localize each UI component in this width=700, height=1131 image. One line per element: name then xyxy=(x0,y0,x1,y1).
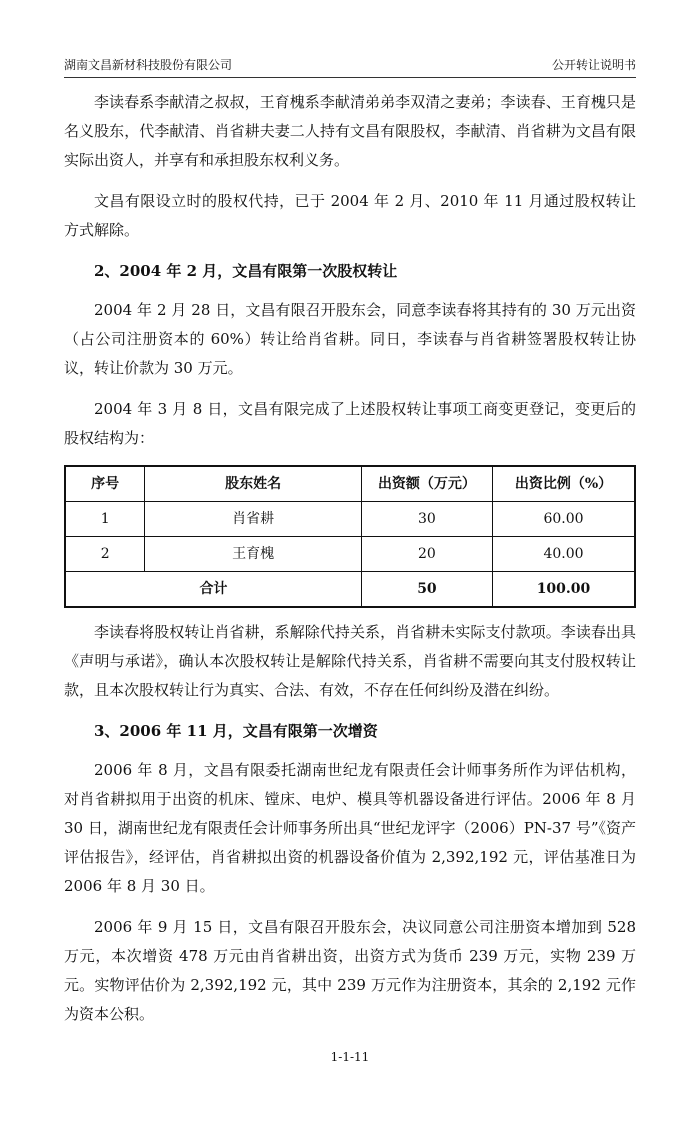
page-header xyxy=(64,56,636,78)
cell-shareholder: 王育槐 xyxy=(145,537,362,572)
table-total-row xyxy=(65,572,635,608)
th-shareholder: 股东姓名 xyxy=(145,466,362,502)
cell-ratio: 40.00 xyxy=(492,537,635,572)
header-doc-title: 公开转让说明书 xyxy=(551,58,636,72)
header-company: 湖南文昌新材科技股份有限公司 xyxy=(64,58,233,72)
paragraph-nominee-release-detail: 李读春将股权转让肖省耕，系解除代持关系，肖省耕未实际支付款项。李读春出具《声明与承诺》，确认本次股权转让是解除代持关系，肖省耕不需要向其支付股权转让款，且本次股权转让行为真实、合法、有效，不存在任何纠纷及潜在纠纷。 xyxy=(64,623,636,699)
paragraph-nominee-relationship: 李读春系李献清之叔叔，王育槐系李献清弟弟李双清之妻弟；李读春、王育槐只是名义股东，代李献清、肖省耕夫妻二人持有文昌有限股权，李献清、肖省耕为文昌有限实际出资人，并享有和承担股东权利义务。 xyxy=(64,93,636,169)
cell-amount: 30 xyxy=(361,502,492,537)
section-heading-2006-capital-increase: 3、2006 年 11 月，文昌有限第一次增资 xyxy=(94,722,378,740)
paragraph-nominee-release: 文昌有限设立时的股权代持，已于 2004 年 2 月、2010 年 11 月通过股权转让方式解除。 xyxy=(64,192,636,239)
section-heading-2004-transfer: 2、2004 年 2 月，文昌有限第一次股权转让 xyxy=(94,262,398,280)
equity-structure-table xyxy=(64,465,636,608)
table-header-row xyxy=(65,466,635,502)
paragraph-asset-appraisal: 2006 年 8 月，文昌有限委托湖南世纪龙有限责任会计师事务所作为评估机构，对肖省耕拟用于出资的机床、镗床、电炉、模具等机器设备进行评估。2006 年 8 月 30 日，湖南世纪龙有限责任会计师事务所出具“世纪龙评字（2006）PN-37 号”《资产评估报告》，经评估，肖省耕拟出资的机器设备价值为 2,392,192 元，评估基准日为 2006 年 8 月 30 日。 xyxy=(64,761,637,895)
cell-total-label: 合计 xyxy=(65,572,361,608)
page-content xyxy=(64,88,636,1041)
paragraph-capital-increase: 2006 年 9 月 15 日，文昌有限召开股东会，决议同意公司注册资本增加到 528 万元，本次增资 478 万元由肖省耕出资，出资方式为货币 239 万元，实物 239 万元。实物评估价为 2,392,192 元，其中 239 万元作为注册资本，其余的 2,192 元作为资本公积。 xyxy=(64,918,636,1023)
page-number: 1-1-11 xyxy=(330,1050,370,1064)
cell-total-amount: 50 xyxy=(361,572,492,608)
cell-serial: 1 xyxy=(65,502,145,537)
cell-shareholder: 肖省耕 xyxy=(145,502,362,537)
cell-serial: 2 xyxy=(65,537,145,572)
table-row xyxy=(65,502,635,537)
th-amount: 出资额（万元） xyxy=(361,466,492,502)
cell-amount: 20 xyxy=(361,537,492,572)
paragraph-transfer-meeting: 2004 年 2 月 28 日，文昌有限召开股东会，同意李读春将其持有的 30 万元出资（占公司注册资本的 60%）转让给肖省耕。同日，李读春与肖省耕签署股权转让协议，转让价款为 30 万元。 xyxy=(64,301,636,377)
cell-ratio: 60.00 xyxy=(492,502,635,537)
th-ratio: 出资比例（%） xyxy=(492,466,635,502)
table-row xyxy=(65,537,635,572)
cell-total-ratio: 100.00 xyxy=(492,572,635,608)
th-serial: 序号 xyxy=(65,466,145,502)
paragraph-registration: 2004 年 3 月 8 日，文昌有限完成了上述股权转让事项工商变更登记，变更后的股权结构为： xyxy=(64,400,636,447)
